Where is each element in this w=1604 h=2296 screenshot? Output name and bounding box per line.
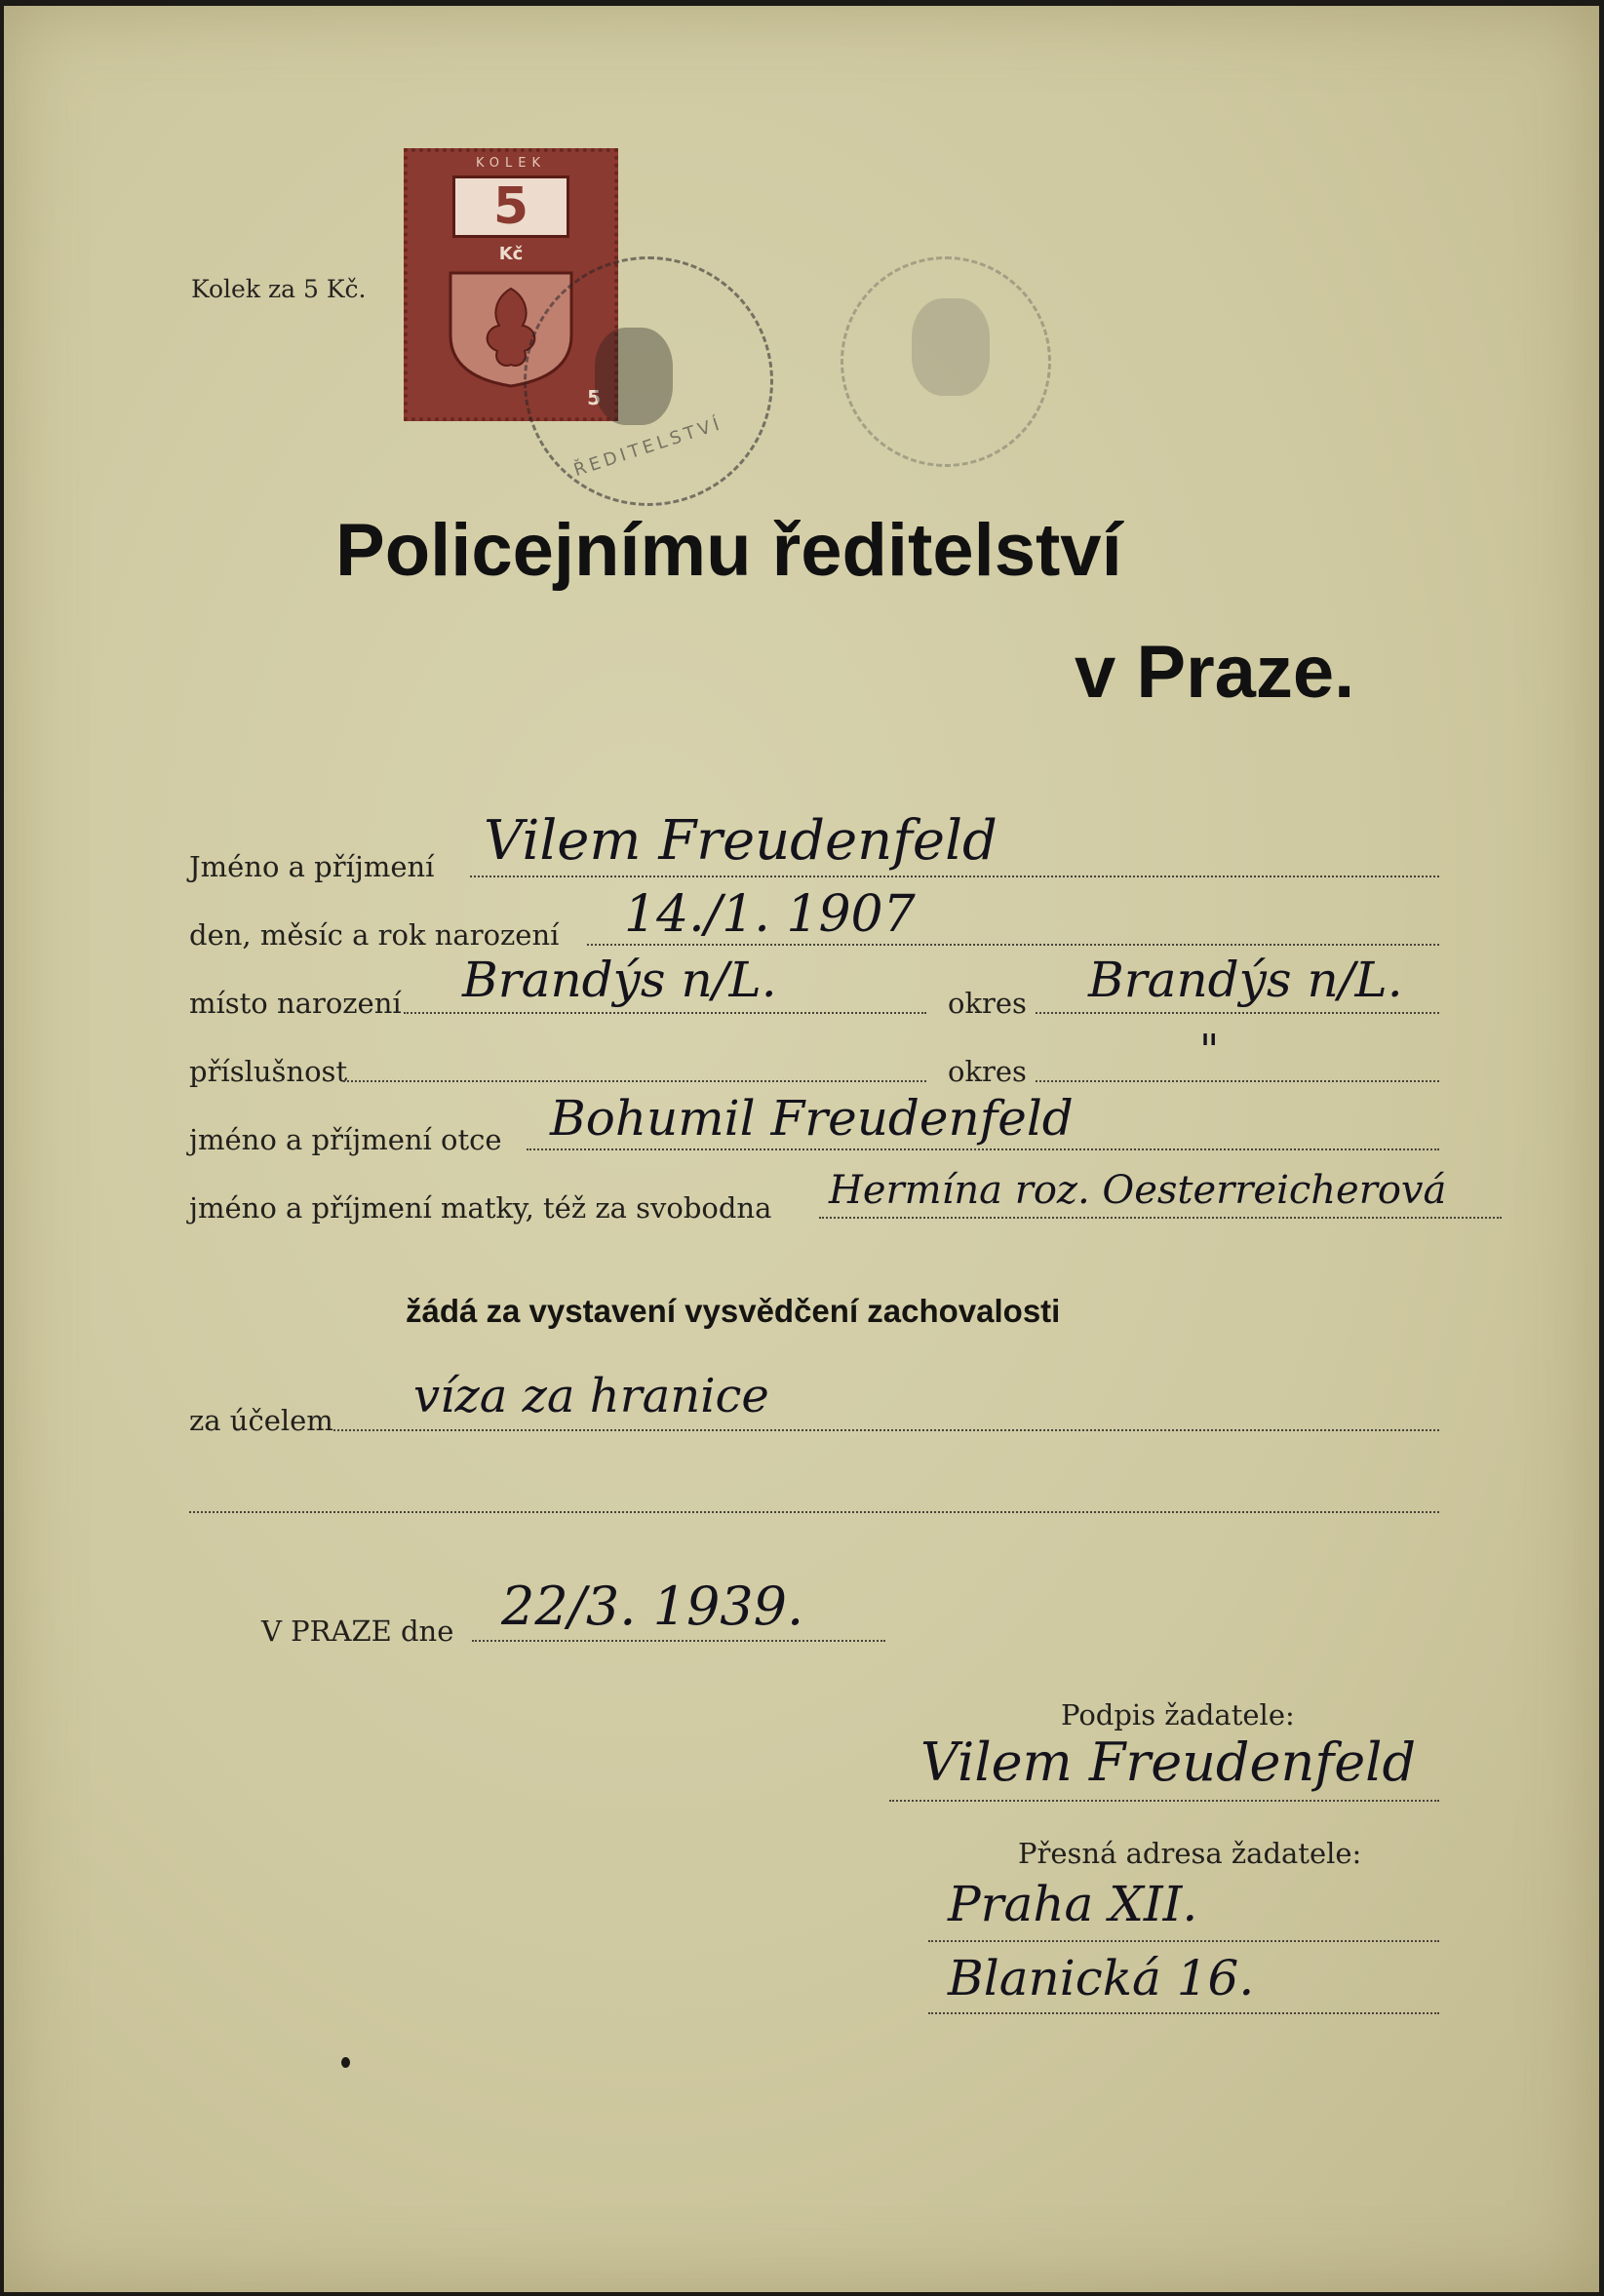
- title-line-1: Policejnímu ředitelství: [335, 509, 1122, 592]
- postmark-right: [841, 256, 1051, 467]
- address-value-2: Blanická 16.: [948, 1950, 1255, 2006]
- postmark-right-ink-blot: [912, 298, 990, 396]
- birth-place-line: [404, 1012, 926, 1014]
- birth-date-value: 14./1. 1907: [624, 885, 916, 944]
- revenue-stamp-currency: Kč: [498, 244, 524, 264]
- revenue-stamp-value: 5: [452, 175, 569, 238]
- district-label: okres: [948, 987, 1027, 1020]
- district2-value: ": [1199, 1026, 1220, 1075]
- purpose-label: za účelem: [189, 1404, 333, 1437]
- purpose-line: [333, 1429, 1439, 1431]
- date-label: V PRAZE dne: [261, 1615, 454, 1648]
- revenue-stamp-corner-value: 5: [587, 386, 601, 409]
- address-label: Přesná adresa žadatele:: [1018, 1837, 1362, 1870]
- birth-date-line: [587, 944, 1439, 946]
- father-value: Bohumil Freudenfeld: [550, 1090, 1074, 1147]
- postmark-ink-blot: [595, 328, 673, 425]
- birth-place-value: Brandýs n/L.: [462, 952, 777, 1008]
- father-line: [527, 1148, 1439, 1150]
- birth-date-label: den, měsíc a rok narození: [189, 918, 560, 952]
- name-line: [470, 876, 1439, 877]
- purpose-value: víza za hranice: [413, 1369, 769, 1423]
- name-label: Jméno a příjmení: [189, 850, 435, 883]
- name-value: Vilem Freudenfeld: [484, 809, 998, 873]
- signature-label: Podpis žadatele:: [1061, 1698, 1295, 1732]
- district-line: [1036, 1012, 1439, 1014]
- signature-value: Vilem Freudenfeld: [920, 1732, 1417, 1793]
- birth-place-label: místo narození: [189, 987, 402, 1020]
- affiliation-line: [343, 1080, 926, 1082]
- signature-line: [889, 1800, 1439, 1802]
- district2-line: [1036, 1080, 1439, 1082]
- address-value-1: Praha XII.: [948, 1876, 1198, 1932]
- mother-value: Hermína roz. Oesterreicherová: [829, 1168, 1447, 1213]
- revenue-stamp-top-text: KOLEK: [475, 156, 547, 171]
- ink-dot: [341, 2057, 350, 2068]
- purpose-line-2: [189, 1511, 1439, 1513]
- date-value: 22/3. 1939.: [501, 1576, 804, 1637]
- postmark-text: ŘEDITELSTVÍ: [570, 412, 726, 482]
- postmark-left: [524, 256, 773, 506]
- stamp-note: Kolek za 5 Kč.: [191, 275, 367, 303]
- district2-label: okres: [948, 1055, 1027, 1088]
- affiliation-label: příslušnost: [189, 1055, 348, 1088]
- district-value: Brandýs n/L.: [1088, 952, 1403, 1008]
- title-line-2: v Praze.: [1075, 631, 1355, 714]
- date-line: [472, 1640, 885, 1642]
- application-form: [4, 6, 1599, 2292]
- request-line: žádá za vystavení vysvědčení zachovalosti: [406, 1293, 1061, 1329]
- mother-label: jméno a příjmení matky, též za svobodna: [189, 1191, 772, 1225]
- address-line-2: [928, 2012, 1439, 2014]
- mother-line: [819, 1217, 1502, 1219]
- father-label: jméno a příjmení otce: [189, 1123, 502, 1156]
- address-line-1: [928, 1940, 1439, 1942]
